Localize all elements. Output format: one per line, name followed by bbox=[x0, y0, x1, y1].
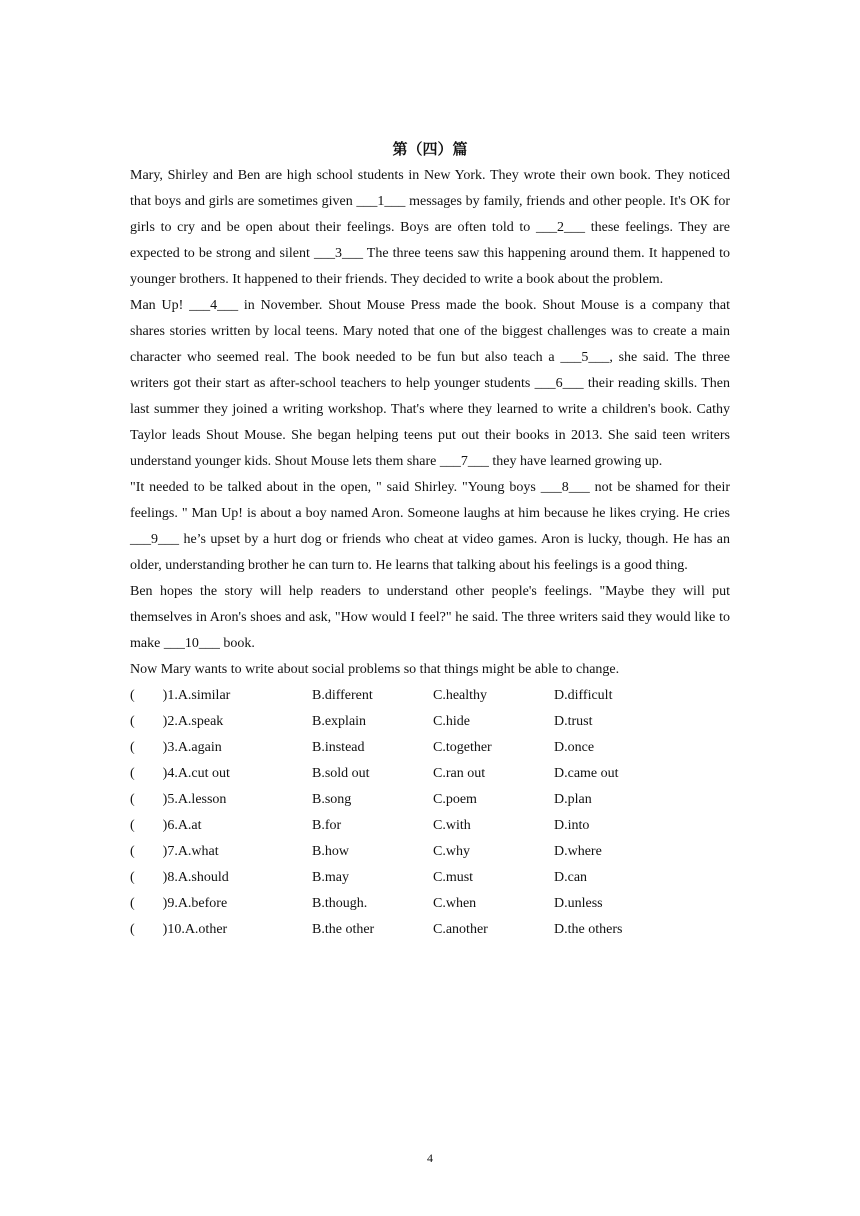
question-row bbox=[130, 917, 730, 943]
option-b: B.the other bbox=[312, 922, 375, 937]
question-row bbox=[130, 891, 730, 917]
passage-text: in November. Shout Mouse Press made the book. Shout Mouse is a company that shares stories written by local teens. Mary noted that one of the biggest challenges was to create a main character who seemed real. The book needed to be fun but also teach a bbox=[130, 298, 731, 365]
option-c: C.why bbox=[433, 844, 470, 859]
passage-text: they have learned growing up. bbox=[488, 454, 663, 469]
question-stem-option-a: ( )6.A.at bbox=[130, 818, 202, 833]
answer-blank: ___5___ bbox=[560, 350, 610, 365]
option-b: B.how bbox=[312, 844, 349, 859]
question-stem-option-a: ( )7.A.what bbox=[130, 844, 219, 859]
answer-blank: ___7___ bbox=[439, 454, 489, 469]
option-c: C.when bbox=[433, 896, 477, 911]
answer-blank: ___10___ bbox=[163, 636, 220, 651]
passage-text: messages by family, friends and other people. It's OK for girls to cry and be open about their feelings. Boys are often told to bbox=[130, 194, 730, 235]
passage-text: these feelings. They are expected to be strong and silent bbox=[130, 220, 731, 261]
answer-blank: ___3___ bbox=[313, 246, 363, 261]
option-c: C.with bbox=[433, 818, 471, 833]
passage-text: Mary, Shirley and Ben are high school students in New York. They wrote their own book. They noticed that boys and girls are sometimes given bbox=[130, 168, 730, 209]
option-b: B.explain bbox=[312, 714, 367, 729]
passage-paragraph bbox=[130, 579, 730, 657]
question-row bbox=[130, 683, 730, 709]
option-b: B.different bbox=[312, 688, 373, 703]
passage-text: Man Up! bbox=[130, 298, 190, 313]
passage-text: book. bbox=[219, 636, 255, 651]
option-d: D.difficult bbox=[554, 688, 613, 703]
question-row bbox=[130, 813, 730, 839]
option-c: C.must bbox=[433, 870, 474, 885]
answer-blank: ___6___ bbox=[534, 376, 584, 391]
question-stem-option-a: ( )10.A.other bbox=[130, 922, 228, 937]
option-b: B.instead bbox=[312, 740, 365, 755]
passage-paragraph bbox=[130, 475, 730, 579]
question-row bbox=[130, 865, 730, 891]
option-d: D.trust bbox=[554, 714, 593, 729]
passage-text: he’s upset by a hurt dog or friends who cheat at video games. Aron is lucky, though. He has an older, understanding brother he can turn to. He learns that talking about his feelings is a good thing. bbox=[130, 532, 730, 573]
option-b: B.sold out bbox=[312, 766, 370, 781]
page-title: 第（四）篇 bbox=[392, 142, 468, 158]
option-d: D.once bbox=[554, 740, 595, 755]
question-row bbox=[130, 787, 730, 813]
passage-content bbox=[130, 163, 730, 943]
answer-blank: ___4___ bbox=[189, 298, 239, 313]
option-c: C.healthy bbox=[433, 688, 488, 703]
option-c: C.together bbox=[433, 740, 492, 755]
option-c: C.ran out bbox=[433, 766, 486, 781]
passage-body bbox=[130, 163, 730, 683]
question-stem-option-a: ( )8.A.should bbox=[130, 870, 229, 885]
passage-text: The three teens saw this happening around them. It happened to younger brothers. It happened to their friends. They decided to write a book about the problem. bbox=[130, 246, 730, 287]
option-b: B.may bbox=[312, 870, 349, 885]
option-d: D.where bbox=[554, 844, 602, 859]
question-stem-option-a: ( )9.A.before bbox=[130, 896, 228, 911]
question-stem-option-a: ( )5.A.lesson bbox=[130, 792, 227, 807]
question-row bbox=[130, 735, 730, 761]
passage-paragraph bbox=[130, 657, 730, 683]
question-stem-option-a: ( )3.A.again bbox=[130, 740, 222, 755]
passage-paragraph bbox=[130, 293, 730, 475]
answer-blank: ___1___ bbox=[356, 194, 406, 209]
option-c: C.hide bbox=[433, 714, 470, 729]
option-b: B.song bbox=[312, 792, 352, 807]
option-b: B.though. bbox=[312, 896, 368, 911]
option-d: D.plan bbox=[554, 792, 592, 807]
passage-text: Ben hopes the story will help readers to understand other people's feelings. "Maybe they will put themselves in Aron's shoes and ask, "How would I feel?" he said. The three writers said they would like to make bbox=[130, 584, 730, 651]
option-d: D.the others bbox=[554, 922, 623, 937]
option-d: D.can bbox=[554, 870, 588, 885]
option-d: D.came out bbox=[554, 766, 619, 781]
question-stem-option-a: ( )1.A.similar bbox=[130, 688, 231, 703]
question-options bbox=[130, 683, 730, 943]
passage-text: Now Mary wants to write about social problems so that things might be able to change. bbox=[130, 662, 620, 677]
option-c: C.another bbox=[433, 922, 488, 937]
answer-blank: ___9___ bbox=[130, 532, 179, 547]
option-b: B.for bbox=[312, 818, 342, 833]
passage-text: , she said. The three writers got their start as after-school teachers to help younger students bbox=[130, 350, 730, 391]
answer-blank: ___2___ bbox=[536, 220, 586, 235]
question-stem-option-a: ( )4.A.cut out bbox=[130, 766, 230, 781]
passage-text: not be shamed for their feelings. " Man Up! is about a boy named Aron. Someone laughs at him because he likes crying. He cries bbox=[130, 480, 730, 521]
question-row bbox=[130, 709, 730, 735]
answer-blank: ___8___ bbox=[540, 480, 590, 495]
option-d: D.into bbox=[554, 818, 590, 833]
question-stem-option-a: ( )2.A.speak bbox=[130, 714, 224, 729]
passage-paragraph bbox=[130, 163, 730, 293]
option-c: C.poem bbox=[433, 792, 477, 807]
page-number: 4 bbox=[427, 1151, 433, 1165]
question-row bbox=[130, 839, 730, 865]
option-d: D.unless bbox=[554, 896, 603, 911]
passage-text: "It needed to be talked about in the open, " said Shirley. "Young boys bbox=[130, 480, 541, 495]
question-row bbox=[130, 761, 730, 787]
passage-text: their reading skills. Then last summer they joined a writing workshop. That's where they learned to write a children's book. Cathy Taylor leads Shout Mouse. She began helping teens put out their books in 2013. She said teen writers understand younger kids. Shout Mouse lets them share bbox=[130, 376, 730, 469]
